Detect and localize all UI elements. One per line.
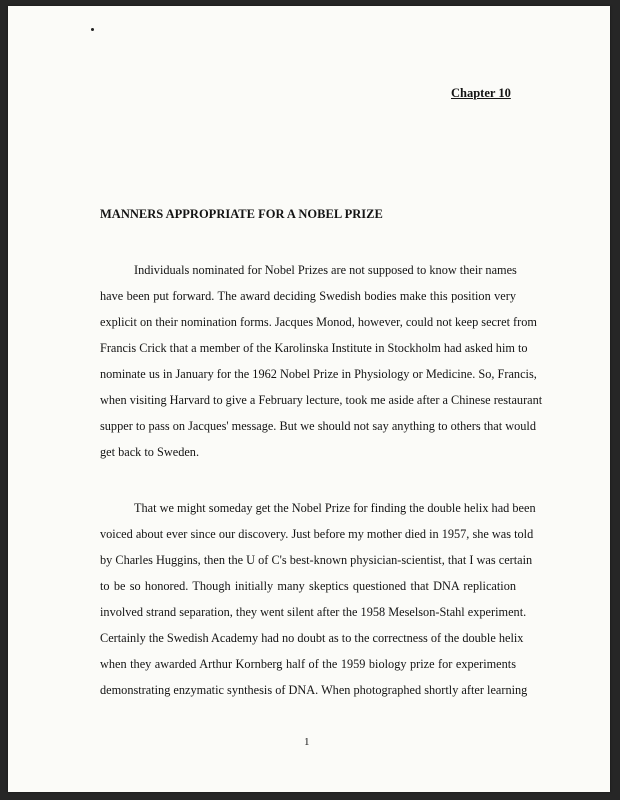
paragraph-line: explicit on their nomination forms. Jacques Monod, however, could not keep secret from [100,315,537,329]
paragraph-line: That we might someday get the Nobel Prize for finding the double helix had been [134,501,536,515]
paragraph-line: when they awarded Arthur Kornberg half of the 1959 biology prize for experiments [100,657,516,671]
paragraph-line: get back to Sweden. [100,445,200,459]
page-number: 1 [304,736,310,748]
paragraph-line: voiced about ever since our discovery. Just before my mother died in 1957, she was told [100,527,534,541]
paragraph-line: supper to pass on Jacques' message. But we should not say anything to others that would [100,419,536,433]
manuscript-page [8,6,610,792]
paragraph-line: demonstrating enzymatic synthesis of DNA. When photographed shortly after learning [100,683,528,697]
ink-mark [91,28,94,31]
paragraph-line: nominate us in January for the 1962 Nobel Prize in Physiology or Medicine. So, Francis, [100,367,537,381]
paragraph-line: involved strand separation, they went silent after the 1958 Meselson-Stahl experiment. [100,605,527,619]
section-heading: MANNERS APPROPRIATE FOR A NOBEL PRIZE [100,207,383,221]
paragraph-line: Francis Crick that a member of the Karolinska Institute in Stockholm had asked him to [100,341,528,355]
paragraph-line: Certainly the Swedish Academy had no doubt as to the correctness of the double helix [100,631,524,645]
paragraph-line: Individuals nominated for Nobel Prizes are not supposed to know their names [134,263,517,277]
chapter-label: Chapter 10 [451,86,511,100]
paragraph-line: by Charles Huggins, then the U of C's best-known physician-scientist, that I was certain [100,553,533,567]
paragraph-line: when visiting Harvard to give a February lecture, took me aside after a Chinese restaurant [100,393,543,407]
paragraph-line: have been put forward. The award deciding Swedish bodies make this position very [100,289,516,303]
paragraph-line: to be so honored. Though initially many skeptics questioned that DNA replication [100,579,516,593]
